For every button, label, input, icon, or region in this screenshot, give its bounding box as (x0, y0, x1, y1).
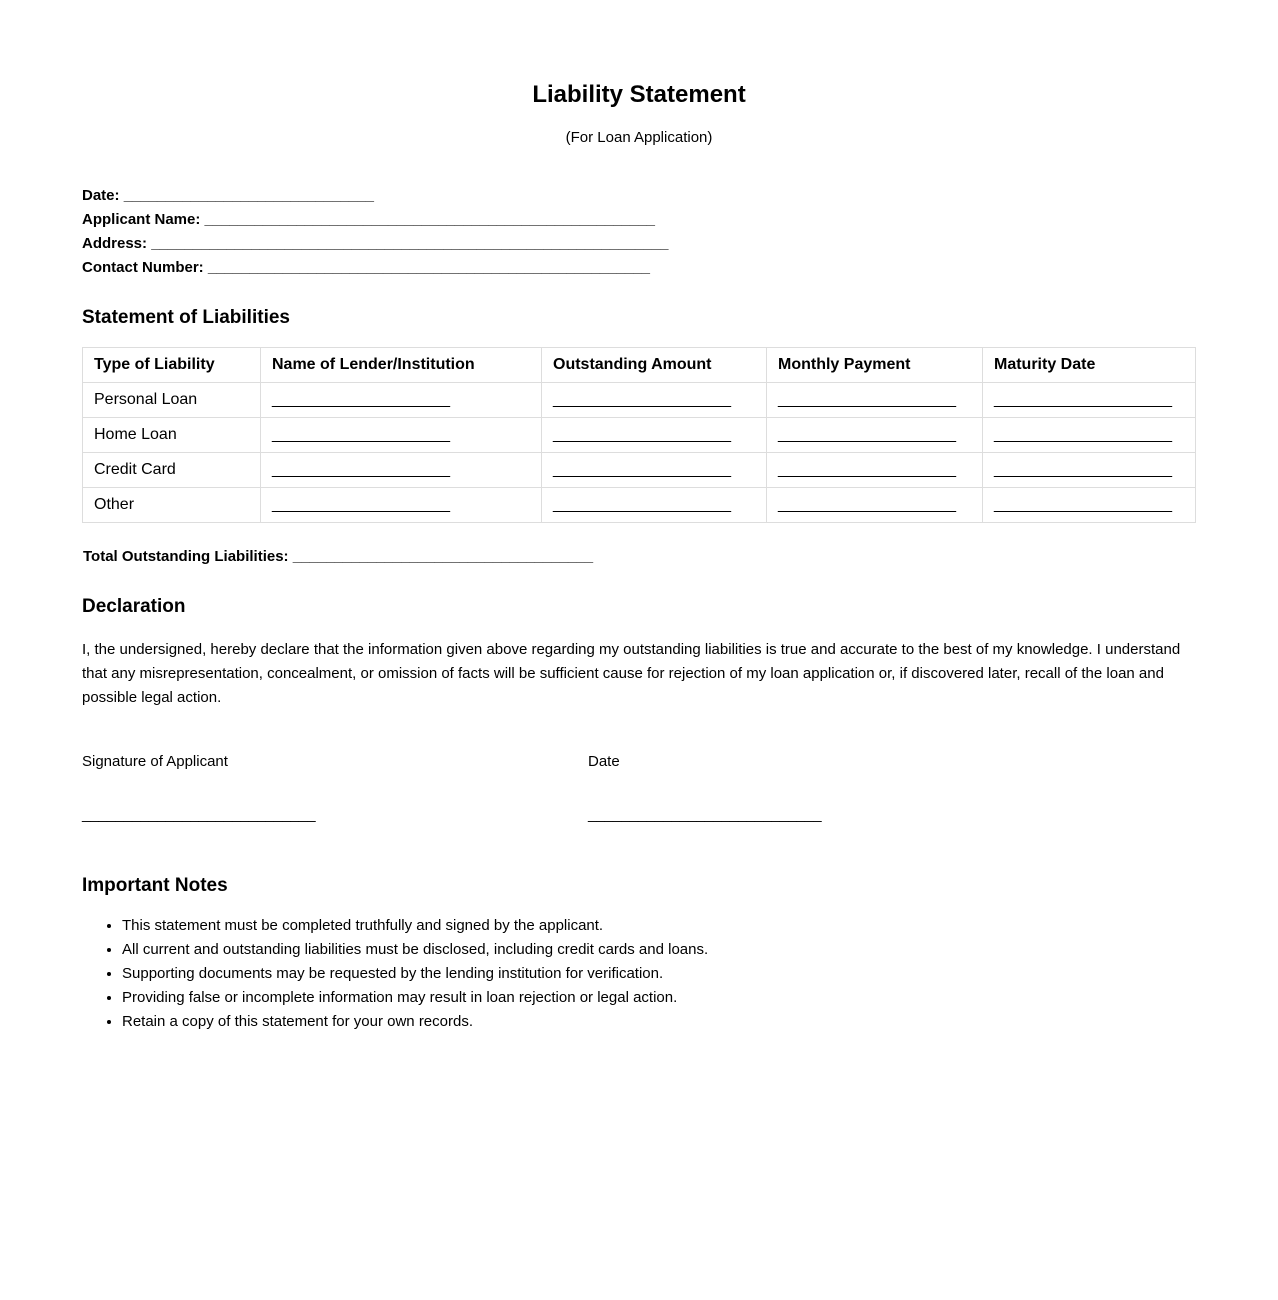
list-item: • Supporting documents may be requested by the lending institution for verification. (122, 962, 1196, 986)
lender-blank[interactable] (261, 383, 542, 418)
table-row (83, 383, 1196, 418)
blank-line[interactable]: ____________________ (272, 391, 450, 408)
lender-blank[interactable] (261, 488, 542, 523)
column-header-outstanding: Outstanding Amount (542, 348, 767, 383)
blank-line[interactable]: ____________________ (778, 426, 956, 443)
maturity-blank[interactable] (983, 453, 1196, 488)
table-row (83, 488, 1196, 523)
declaration-heading: Declaration (82, 596, 186, 617)
table-row (83, 418, 1196, 453)
total-liabilities-field[interactable] (83, 547, 593, 567)
monthly-blank[interactable] (767, 418, 983, 453)
blank-line[interactable]: ____________________ (553, 496, 731, 513)
declaration-text: I, the undersigned, hereby declare that the information given above regarding my outstanding liabilities is true and accurate to the best of my knowledge. I understand that any misrepresentation, concealment, or omission of facts will be sufficient cause for rejection of my loan application or, if discovered later, recall of the loan and possible legal action. (82, 641, 1181, 706)
applicant-name-blank[interactable]: ______________________________________________________ (204, 211, 656, 228)
monthly-blank[interactable] (767, 488, 983, 523)
page-subtitle: (For Loan Application) (565, 129, 713, 146)
monthly-blank[interactable] (767, 383, 983, 418)
blank-line[interactable]: ____________________ (778, 391, 956, 408)
contact-number-field[interactable] (82, 258, 1196, 282)
lender-blank[interactable] (261, 453, 542, 488)
contact-number-blank[interactable]: _____________________________________________________ (207, 259, 650, 276)
blank-line[interactable]: ____________________ (994, 391, 1172, 408)
blank-line[interactable]: ____________________ (994, 496, 1172, 513)
list-item: • Providing false or incomplete information may result in loan rejection or legal action. (122, 986, 1196, 1010)
maturity-blank[interactable] (983, 488, 1196, 523)
outstanding-blank[interactable] (542, 453, 767, 488)
contact-number-label: Contact Number: (82, 259, 204, 276)
column-header-type: Type of Liability (83, 348, 261, 383)
blank-line[interactable]: ____________________ (553, 461, 731, 478)
column-header-maturity: Maturity Date (983, 348, 1196, 383)
signature-blank[interactable]: ____________________________ (82, 806, 316, 823)
liabilities-table (82, 347, 1196, 523)
applicant-info (82, 186, 1196, 282)
address-label: Address: (82, 235, 148, 252)
date-field[interactable] (82, 186, 1196, 210)
liability-type: Home Loan (83, 418, 261, 453)
blank-line[interactable]: ____________________ (778, 496, 956, 513)
outstanding-blank[interactable] (542, 488, 767, 523)
blank-line[interactable]: ____________________ (778, 461, 956, 478)
blank-line[interactable]: ____________________ (994, 426, 1172, 443)
liability-type: Other (83, 488, 261, 523)
notes-heading: Important Notes (82, 875, 228, 896)
liabilities-heading: Statement of Liabilities (82, 307, 290, 328)
monthly-blank[interactable] (767, 453, 983, 488)
signature-date-blank[interactable]: ____________________________ (588, 806, 822, 823)
liability-type: Personal Loan (83, 383, 261, 418)
applicant-name-label: Applicant Name: (82, 211, 201, 228)
applicant-name-field[interactable] (82, 210, 1196, 234)
address-blank[interactable]: ______________________________________________________________ (151, 235, 669, 252)
total-liabilities-blank[interactable]: ____________________________________ (292, 548, 594, 565)
table-row (83, 453, 1196, 488)
list-item: • This statement must be completed truthfully and signed by the applicant. (122, 914, 1196, 938)
total-liabilities-label: Total Outstanding Liabilities: (83, 548, 289, 565)
blank-line[interactable]: ____________________ (994, 461, 1172, 478)
list-item: • Retain a copy of this statement for your own records. (122, 1010, 1196, 1034)
outstanding-blank[interactable] (542, 418, 767, 453)
column-header-monthly: Monthly Payment (767, 348, 983, 383)
table-header-row (83, 348, 1196, 383)
address-field[interactable] (82, 234, 1196, 258)
signature-label: Signature of Applicant (82, 753, 228, 770)
lender-blank[interactable] (261, 418, 542, 453)
list-item: • All current and outstanding liabilities must be disclosed, including credit cards and loans. (122, 938, 1196, 962)
column-header-lender: Name of Lender/Institution (261, 348, 542, 383)
blank-line[interactable]: ____________________ (272, 496, 450, 513)
blank-line[interactable]: ____________________ (272, 426, 450, 443)
notes-list (82, 914, 1196, 1034)
blank-line[interactable]: ____________________ (553, 426, 731, 443)
blank-line[interactable]: ____________________ (272, 461, 450, 478)
date-field-label: Date: (82, 187, 120, 204)
maturity-blank[interactable] (983, 418, 1196, 453)
blank-line[interactable]: ____________________ (553, 391, 731, 408)
outstanding-blank[interactable] (542, 383, 767, 418)
liability-type: Credit Card (83, 453, 261, 488)
signature-date-label: Date (588, 753, 620, 770)
page-title: Liability Statement (532, 81, 746, 108)
maturity-blank[interactable] (983, 383, 1196, 418)
date-field-blank[interactable]: ______________________________ (123, 187, 374, 204)
